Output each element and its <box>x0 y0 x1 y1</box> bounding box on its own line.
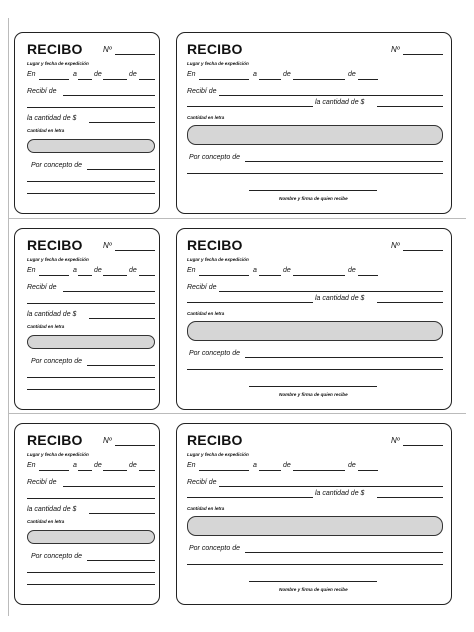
place-field[interactable] <box>39 275 69 276</box>
concepto-label: Por concepto de <box>189 545 240 552</box>
a-label: a <box>73 71 77 78</box>
recibi-field[interactable] <box>219 95 443 96</box>
amount-in-words-field[interactable] <box>27 139 155 153</box>
receipt-number-label: Nº <box>391 241 400 250</box>
en-label: En <box>27 462 36 469</box>
cantidad-letra-label: Cantidad en letra <box>27 128 65 133</box>
year-field[interactable] <box>139 79 155 80</box>
amount-in-words-field[interactable] <box>187 516 443 536</box>
day-field[interactable] <box>78 470 92 471</box>
concepto-label: Por concepto de <box>189 350 240 357</box>
receipt-number-label: Nº <box>391 45 400 54</box>
de-label: de <box>283 462 291 469</box>
month-field[interactable] <box>293 470 345 471</box>
receipt-number-label: Nº <box>391 436 400 445</box>
concept-field-2[interactable] <box>27 377 155 378</box>
amount-field[interactable] <box>89 122 155 123</box>
concepto-label: Por concepto de <box>189 154 240 161</box>
receipt-title: RECIBO <box>27 432 83 448</box>
amount-field[interactable] <box>377 106 443 107</box>
year-field[interactable] <box>358 275 378 276</box>
cantidad-letra-label: Cantidad en letra <box>187 506 225 511</box>
recibi-label: Recibí de <box>187 284 217 291</box>
month-field[interactable] <box>293 79 345 80</box>
concept-field-3[interactable] <box>27 584 155 585</box>
place-field[interactable] <box>39 470 69 471</box>
receipt-number-label: Nº <box>103 241 112 250</box>
amount-in-words-field[interactable] <box>187 125 443 145</box>
a-label: a <box>73 267 77 274</box>
year-field[interactable] <box>139 275 155 276</box>
concept-field-2[interactable] <box>187 173 443 174</box>
a-label: a <box>73 462 77 469</box>
place-field[interactable] <box>199 470 249 471</box>
signature-label: Nombre y firma de quien recibe <box>279 392 348 397</box>
receipt-title: RECIBO <box>187 237 243 253</box>
concept-field-3[interactable] <box>27 193 155 194</box>
receipt-row <box>0 32 474 214</box>
receipt-number-label: Nº <box>103 45 112 54</box>
cut-line-horizontal <box>8 413 466 414</box>
concept-field-2[interactable] <box>187 369 443 370</box>
receipt-title: RECIBO <box>187 41 243 57</box>
de-label: de <box>348 71 356 78</box>
cantidad-label: la cantidad de $ <box>27 115 77 122</box>
cut-line-horizontal <box>8 218 466 219</box>
concept-field[interactable] <box>87 169 155 170</box>
en-label: En <box>187 71 196 78</box>
de-label: de <box>283 267 291 274</box>
day-field[interactable] <box>78 79 92 80</box>
cantidad-label: la cantidad de $ <box>315 99 365 106</box>
cantidad-letra-label: Cantidad en letra <box>187 115 225 120</box>
place-date-label: Lugar y fecha de expedición <box>187 452 249 457</box>
receipt-title: RECIBO <box>27 237 83 253</box>
receipt-main <box>176 32 452 214</box>
de-label: de <box>283 71 291 78</box>
day-field[interactable] <box>78 275 92 276</box>
recibi-label: Recibí de <box>187 88 217 95</box>
year-field[interactable] <box>358 470 378 471</box>
de-label: de <box>94 462 102 469</box>
day-field[interactable] <box>259 275 281 276</box>
place-date-label: Lugar y fecha de expedición <box>187 61 249 66</box>
en-label: En <box>27 267 36 274</box>
recibi-field-2[interactable] <box>27 498 155 499</box>
month-field[interactable] <box>293 275 345 276</box>
de-label: de <box>348 462 356 469</box>
amount-field[interactable] <box>377 302 443 303</box>
en-label: En <box>187 267 196 274</box>
a-label: a <box>253 267 257 274</box>
receipt-number-field[interactable] <box>403 445 443 446</box>
de-label: de <box>129 462 137 469</box>
place-date-label: Lugar y fecha de expedición <box>27 452 89 457</box>
amount-in-words-field[interactable] <box>27 530 155 544</box>
concept-field-2[interactable] <box>27 181 155 182</box>
cantidad-label: la cantidad de $ <box>27 311 77 318</box>
en-label: En <box>187 462 196 469</box>
concept-field[interactable] <box>245 552 443 553</box>
amount-field[interactable] <box>89 513 155 514</box>
concept-field[interactable] <box>87 365 155 366</box>
cantidad-label: la cantidad de $ <box>27 506 77 513</box>
cantidad-letra-label: Cantidad en letra <box>27 519 65 524</box>
place-date-label: Lugar y fecha de expedición <box>27 61 89 66</box>
recibi-field[interactable] <box>219 486 443 487</box>
receipt-stub <box>14 228 160 410</box>
receipt-row <box>0 423 474 605</box>
place-field[interactable] <box>199 79 249 80</box>
concept-field[interactable] <box>245 357 443 358</box>
receipt-stub <box>14 423 160 605</box>
receipt-number-field[interactable] <box>115 250 155 251</box>
signature-line[interactable] <box>249 190 377 191</box>
signature-label: Nombre y firma de quien recibe <box>279 587 348 592</box>
place-date-label: Lugar y fecha de expedición <box>187 257 249 262</box>
a-label: a <box>253 71 257 78</box>
signature-line[interactable] <box>249 386 377 387</box>
receipt-number-field[interactable] <box>403 250 443 251</box>
de-label: de <box>94 71 102 78</box>
amount-field[interactable] <box>377 497 443 498</box>
recibi-field-2[interactable] <box>187 106 313 107</box>
recibi-field[interactable] <box>63 95 155 96</box>
recibi-label: Recibí de <box>187 479 217 486</box>
concepto-label: Por concepto de <box>31 553 82 560</box>
recibi-label: Recibí de <box>27 284 57 291</box>
concept-field[interactable] <box>245 161 443 162</box>
place-field[interactable] <box>199 275 249 276</box>
recibi-field-2[interactable] <box>187 497 313 498</box>
month-field[interactable] <box>103 275 127 276</box>
month-field[interactable] <box>103 470 127 471</box>
recibi-field-2[interactable] <box>27 107 155 108</box>
cantidad-letra-label: Cantidad en letra <box>187 311 225 316</box>
a-label: a <box>253 462 257 469</box>
recibi-label: Recibí de <box>27 479 57 486</box>
de-label: de <box>94 267 102 274</box>
receipt-title: RECIBO <box>187 432 243 448</box>
recibi-field[interactable] <box>63 291 155 292</box>
recibi-field-2[interactable] <box>27 303 155 304</box>
amount-in-words-field[interactable] <box>27 335 155 349</box>
receipt-number-field[interactable] <box>403 54 443 55</box>
amount-field[interactable] <box>89 318 155 319</box>
cantidad-letra-label: Cantidad en letra <box>27 324 65 329</box>
receipt-number-field[interactable] <box>115 445 155 446</box>
day-field[interactable] <box>259 79 281 80</box>
concept-field[interactable] <box>87 560 155 561</box>
de-label: de <box>129 71 137 78</box>
recibi-field[interactable] <box>63 486 155 487</box>
receipt-row <box>0 228 474 410</box>
signature-label: Nombre y firma de quien recibe <box>279 196 348 201</box>
receipt-stub <box>14 32 160 214</box>
concept-field-2[interactable] <box>187 564 443 565</box>
place-date-label: Lugar y fecha de expedición <box>27 257 89 262</box>
concept-field-3[interactable] <box>27 389 155 390</box>
cantidad-label: la cantidad de $ <box>315 295 365 302</box>
receipt-main <box>176 228 452 410</box>
signature-line[interactable] <box>249 581 377 582</box>
concepto-label: Por concepto de <box>31 358 82 365</box>
day-field[interactable] <box>259 470 281 471</box>
de-label: de <box>348 267 356 274</box>
receipt-title: RECIBO <box>27 41 83 57</box>
recibi-label: Recibí de <box>27 88 57 95</box>
recibi-field[interactable] <box>219 291 443 292</box>
receipt-main <box>176 423 452 605</box>
cantidad-label: la cantidad de $ <box>315 490 365 497</box>
concept-field-2[interactable] <box>27 572 155 573</box>
concepto-label: Por concepto de <box>31 162 82 169</box>
en-label: En <box>27 71 36 78</box>
year-field[interactable] <box>139 470 155 471</box>
month-field[interactable] <box>103 79 127 80</box>
place-field[interactable] <box>39 79 69 80</box>
year-field[interactable] <box>358 79 378 80</box>
receipt-number-field[interactable] <box>115 54 155 55</box>
receipt-number-label: Nº <box>103 436 112 445</box>
amount-in-words-field[interactable] <box>187 321 443 341</box>
de-label: de <box>129 267 137 274</box>
recibi-field-2[interactable] <box>187 302 313 303</box>
